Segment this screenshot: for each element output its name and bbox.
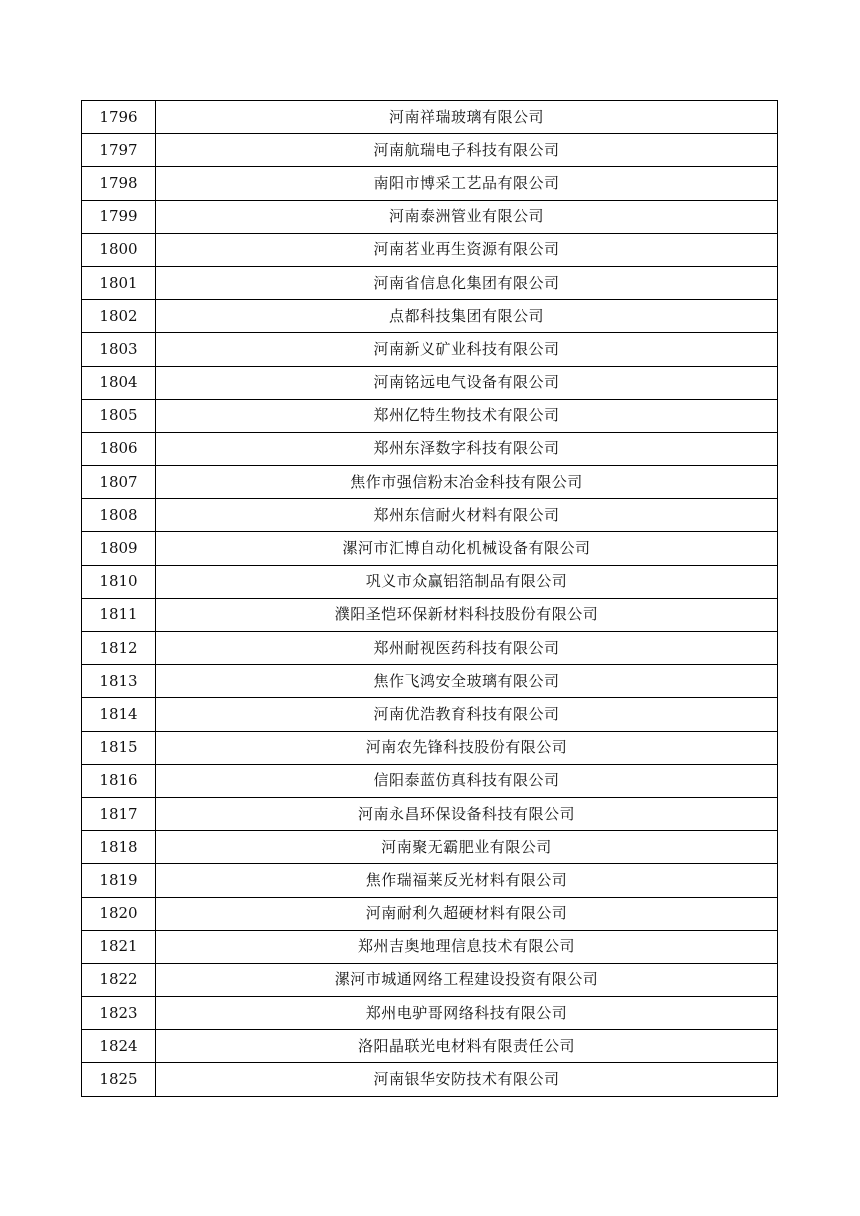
row-number: 1811 <box>82 598 156 631</box>
table-row <box>82 1063 778 1096</box>
table-row <box>82 333 778 366</box>
company-name: 郑州电驴哥网络科技有限公司 <box>156 997 778 1030</box>
row-number: 1812 <box>82 632 156 665</box>
row-number: 1825 <box>82 1063 156 1096</box>
row-number: 1813 <box>82 665 156 698</box>
table-row <box>82 632 778 665</box>
company-name: 洛阳晶联光电材料有限责任公司 <box>156 1030 778 1063</box>
row-number: 1823 <box>82 997 156 1030</box>
table-row <box>82 233 778 266</box>
table-row <box>82 930 778 963</box>
row-number: 1801 <box>82 266 156 299</box>
row-number: 1821 <box>82 930 156 963</box>
company-name: 焦作瑞福莱反光材料有限公司 <box>156 864 778 897</box>
table-row <box>82 831 778 864</box>
row-number: 1799 <box>82 200 156 233</box>
row-number: 1802 <box>82 300 156 333</box>
company-name: 濮阳圣恺环保新材料科技股份有限公司 <box>156 598 778 631</box>
company-name: 河南农先锋科技股份有限公司 <box>156 731 778 764</box>
table-row <box>82 134 778 167</box>
row-number: 1820 <box>82 897 156 930</box>
company-name: 郑州东信耐火材料有限公司 <box>156 499 778 532</box>
row-number: 1809 <box>82 532 156 565</box>
company-name: 信阳泰蓝仿真科技有限公司 <box>156 764 778 797</box>
table-row <box>82 532 778 565</box>
table-row <box>82 200 778 233</box>
table-row <box>82 300 778 333</box>
row-number: 1803 <box>82 333 156 366</box>
company-name: 郑州亿特生物技术有限公司 <box>156 399 778 432</box>
row-number: 1800 <box>82 233 156 266</box>
row-number: 1815 <box>82 731 156 764</box>
table-row <box>82 598 778 631</box>
company-name: 漯河市汇博自动化机械设备有限公司 <box>156 532 778 565</box>
company-name: 点都科技集团有限公司 <box>156 300 778 333</box>
company-name: 漯河市城通网络工程建设投资有限公司 <box>156 963 778 996</box>
company-name: 郑州东泽数字科技有限公司 <box>156 432 778 465</box>
company-name: 焦作飞鸿安全玻璃有限公司 <box>156 665 778 698</box>
row-number: 1807 <box>82 466 156 499</box>
company-list-body <box>82 101 778 1097</box>
company-name: 河南省信息化集团有限公司 <box>156 266 778 299</box>
company-name: 河南耐利久超硬材料有限公司 <box>156 897 778 930</box>
company-name: 河南聚无霸肥业有限公司 <box>156 831 778 864</box>
row-number: 1819 <box>82 864 156 897</box>
table-row <box>82 997 778 1030</box>
table-row <box>82 864 778 897</box>
table-row <box>82 764 778 797</box>
table-row <box>82 167 778 200</box>
company-name: 河南银华安防技术有限公司 <box>156 1063 778 1096</box>
table-row <box>82 399 778 432</box>
table-row <box>82 101 778 134</box>
company-name: 河南永昌环保设备科技有限公司 <box>156 797 778 830</box>
table-row <box>82 432 778 465</box>
table-row <box>82 698 778 731</box>
row-number: 1816 <box>82 764 156 797</box>
table-row <box>82 266 778 299</box>
row-number: 1822 <box>82 963 156 996</box>
company-name: 郑州耐视医药科技有限公司 <box>156 632 778 665</box>
table-row <box>82 1030 778 1063</box>
table-row <box>82 731 778 764</box>
row-number: 1824 <box>82 1030 156 1063</box>
company-name: 焦作市强信粉末冶金科技有限公司 <box>156 466 778 499</box>
company-name: 河南新义矿业科技有限公司 <box>156 333 778 366</box>
row-number: 1810 <box>82 565 156 598</box>
row-number: 1817 <box>82 797 156 830</box>
row-number: 1814 <box>82 698 156 731</box>
table-row <box>82 366 778 399</box>
row-number: 1805 <box>82 399 156 432</box>
company-name: 河南优浩教育科技有限公司 <box>156 698 778 731</box>
company-name: 河南祥瑞玻璃有限公司 <box>156 101 778 134</box>
table-row <box>82 499 778 532</box>
row-number: 1796 <box>82 101 156 134</box>
company-name: 河南铭远电气设备有限公司 <box>156 366 778 399</box>
row-number: 1818 <box>82 831 156 864</box>
company-list-table <box>81 100 778 1097</box>
table-row <box>82 665 778 698</box>
company-name: 巩义市众赢铝箔制品有限公司 <box>156 565 778 598</box>
row-number: 1797 <box>82 134 156 167</box>
company-name: 南阳市博采工艺品有限公司 <box>156 167 778 200</box>
row-number: 1798 <box>82 167 156 200</box>
table-row <box>82 797 778 830</box>
table-row <box>82 565 778 598</box>
table-row <box>82 963 778 996</box>
table-row <box>82 466 778 499</box>
company-name: 郑州吉奥地理信息技术有限公司 <box>156 930 778 963</box>
company-name: 河南航瑞电子科技有限公司 <box>156 134 778 167</box>
row-number: 1808 <box>82 499 156 532</box>
row-number: 1804 <box>82 366 156 399</box>
row-number: 1806 <box>82 432 156 465</box>
company-name: 河南茗业再生资源有限公司 <box>156 233 778 266</box>
company-name: 河南泰洲管业有限公司 <box>156 200 778 233</box>
table-row <box>82 897 778 930</box>
